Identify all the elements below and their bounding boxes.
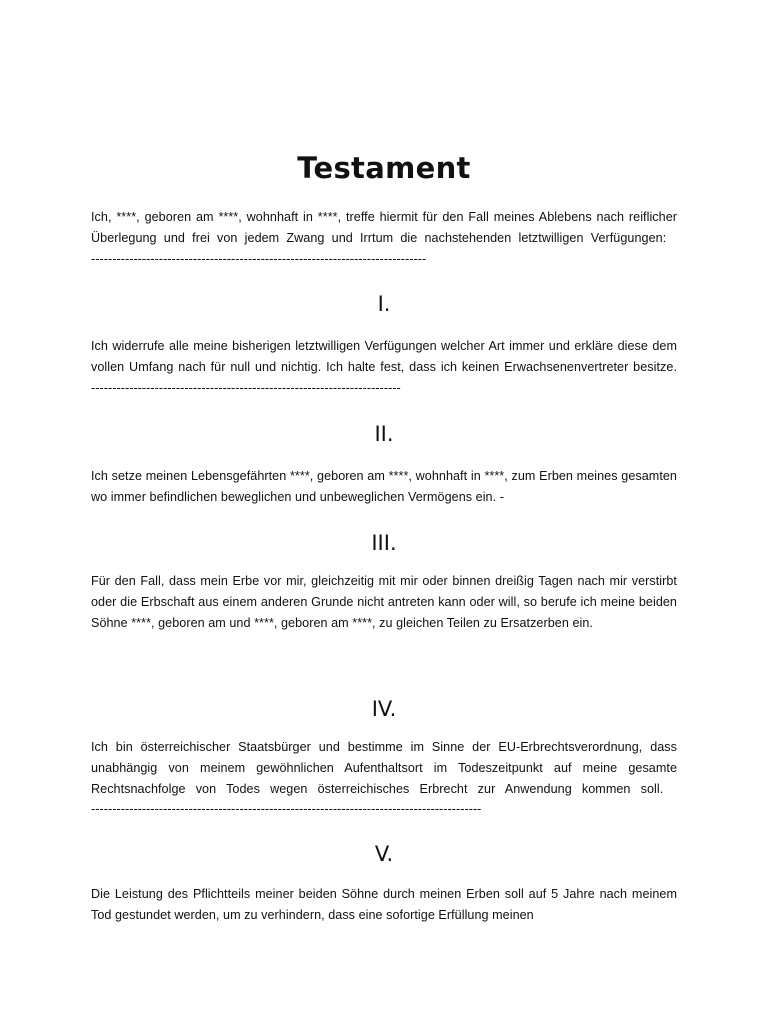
section-5-heading: V.: [374, 842, 394, 866]
intro-text: Ich, ****, geboren am ****, wohnhaft in ****, treffe hiermit für den Fall meines Ablebens nach reiflicher Überlegung und frei von jedem Zwang und Irrtum die nachstehenden letztwilligen Verfügungen:: [91, 210, 677, 245]
section-2-text: Ich setze meinen Lebensgefährten ****, geboren am ****, wohnhaft in ****, zum Erben meines gesamten wo immer befindlichen beweglichen und unbeweglichen Vermögens ein. -: [91, 469, 677, 504]
section-5-paragraph: [91, 884, 677, 926]
section-2-paragraph: [91, 466, 677, 508]
document-title: Testament: [297, 151, 471, 185]
section-1-dash-line: -------------------------------------------------------------------------: [91, 380, 401, 395]
section-3-heading: III.: [371, 531, 397, 555]
section-4-text: Ich bin österreichischer Staatsbürger und bestimme im Sinne der EU-Erbrechtsverordnung, dass unabhängig von meinem gewöhnlichen Aufenthaltsort im Todeszeitpunkt auf meine gesamte Rechtsnachfolge von Todes wegen österreichisches Erbrecht zur Anwendung kommen soll.: [91, 740, 677, 796]
intro-dash-line: -------------------------------------------------------------------------------: [91, 251, 427, 266]
section-3-text: Für den Fall, dass mein Erbe vor mir, gleichzeitig mit mir oder binnen dreißig Tagen nach mir verstirbt oder die Erbschaft aus einem anderen Grunde nicht antreten kann oder will, so berufe ich meine beiden Söhne ****, geboren am und ****, geboren am ****, zu gleichen Teilen zu Ersatzerben ein.: [91, 574, 677, 630]
section-5-text: Die Leistung des Pflichtteils meiner beiden Söhne durch meinen Erben soll auf 5 Jahre nach meinem Tod gestundet werden, um zu verhindern, dass eine sofortige Erfüllung meinen: [91, 887, 677, 922]
section-3-paragraph: [91, 571, 677, 633]
section-4-paragraph: [91, 737, 677, 820]
section-4-dash-line: --------------------------------------------------------------------------------------------: [91, 802, 482, 817]
section-1-text: Ich widerrufe alle meine bisherigen letztwilligen Verfügungen welcher Art immer und erkläre diese dem vollen Umfang nach für null und nichtig. Ich halte fest, dass ich keinen Erwachsenenvertreter besitze.: [91, 339, 677, 374]
section-1-paragraph: [91, 336, 677, 398]
intro-paragraph: [91, 207, 677, 269]
section-1-heading: I.: [377, 292, 391, 316]
section-4-heading: IV.: [371, 697, 397, 721]
section-2-heading: II.: [374, 422, 394, 446]
